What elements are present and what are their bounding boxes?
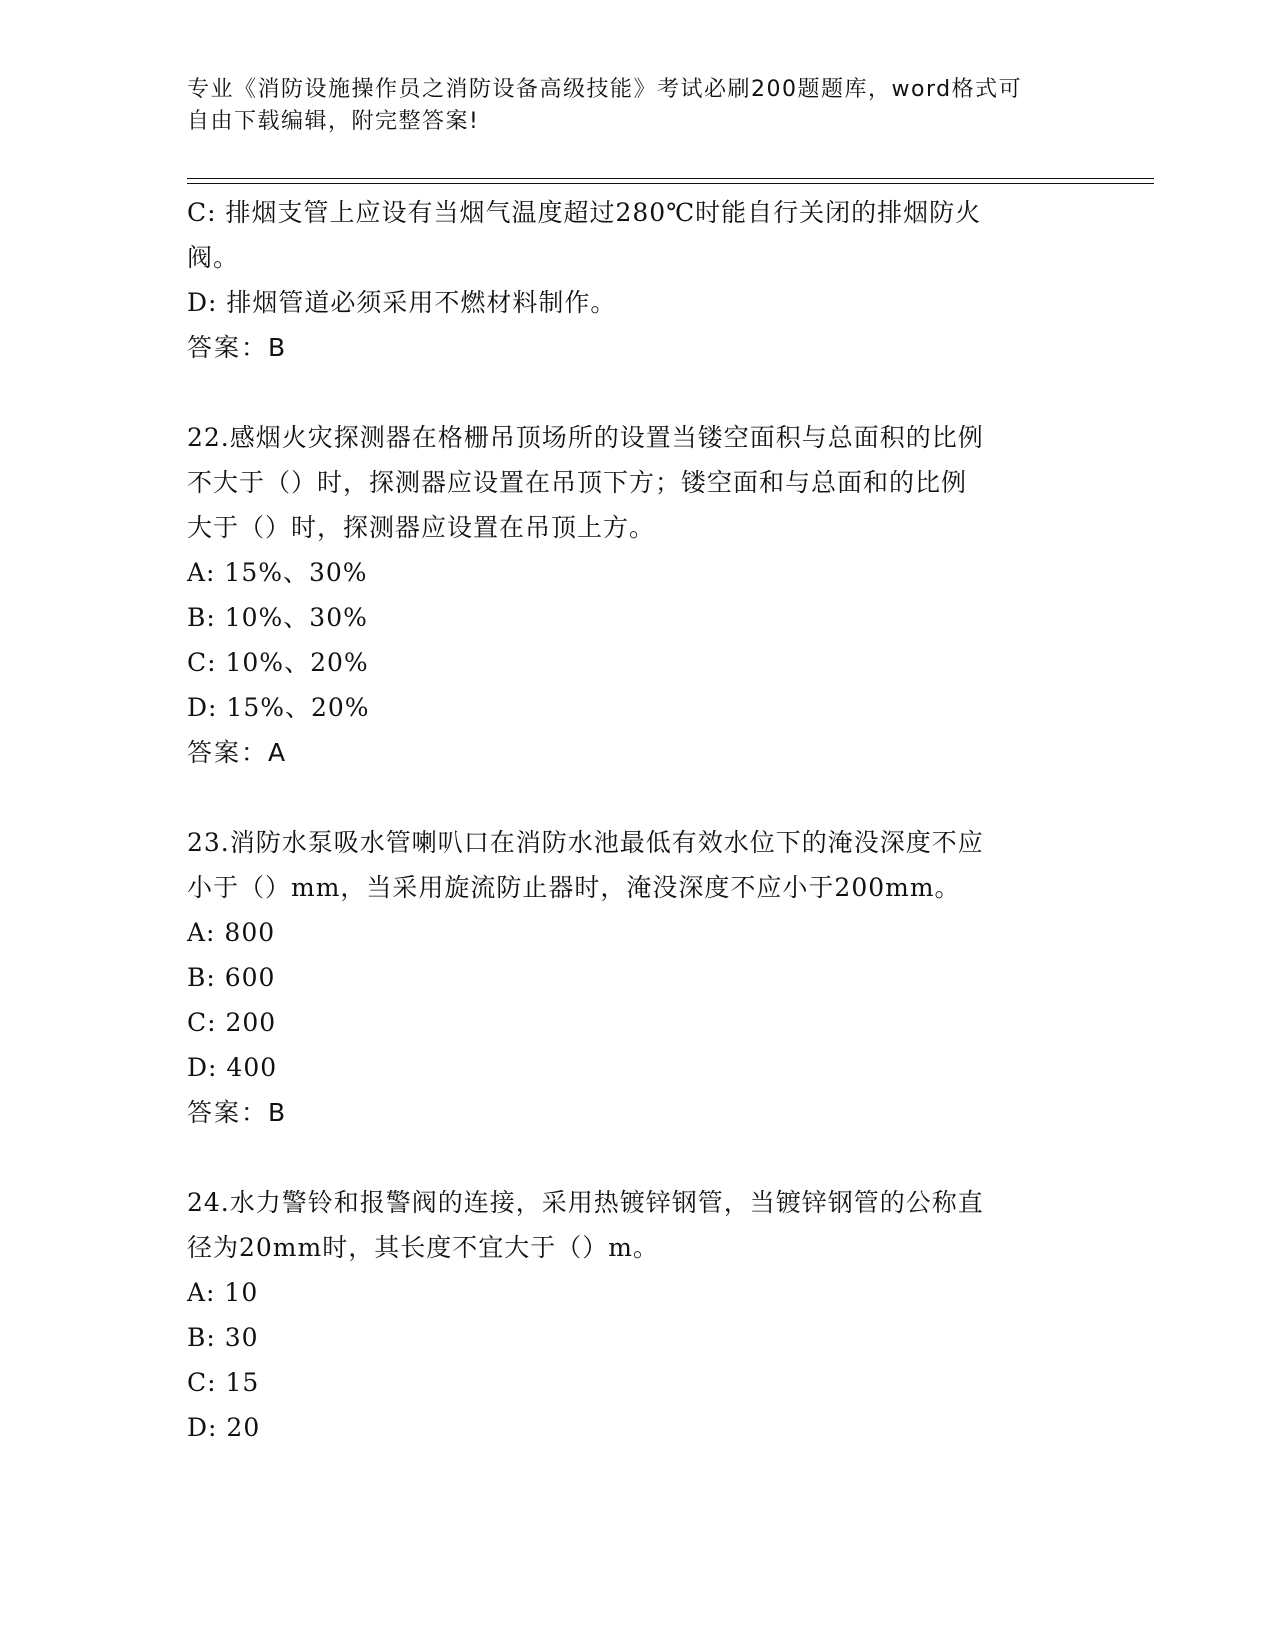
question-stem-line: 23.消防水泵吸水管喇叭口在消防水池最低有效水位下的淹没深度不应 [187, 828, 984, 857]
option-b: B: 10%、30% [187, 603, 368, 632]
question-stem-line: 小于（）mm，当采用旋流防止器时，淹没深度不应小于200mm。 [187, 873, 961, 902]
question-24 [187, 1180, 1087, 1450]
option-a: A: 10 [187, 1278, 259, 1307]
header-line-2: 自由下载编辑，附完整答案! [187, 109, 480, 134]
option-c: C: 15 [187, 1368, 260, 1397]
answer-label: 答案：B [187, 333, 288, 362]
spacer [187, 370, 1087, 415]
header-divider-bottom [187, 183, 1154, 184]
question-stem-line: 22.感烟火灾探测器在格栅吊顶场所的设置当镂空面积与总面积的比例 [187, 423, 984, 452]
question-23 [187, 820, 1087, 1135]
option-b: B: 30 [187, 1323, 259, 1352]
question-22 [187, 415, 1087, 775]
option-c-line-1: C: 排烟支管上应设有当烟气温度超过280℃时能自行关闭的排烟防火 [187, 198, 982, 227]
question-21-continuation [187, 190, 1087, 370]
answer-label: 答案：B [187, 1098, 288, 1127]
document-header [187, 74, 1087, 138]
spacer [187, 1135, 1087, 1180]
document-body [187, 190, 1087, 1450]
option-a: A: 15%、30% [187, 558, 368, 587]
answer-label: 答案：A [187, 738, 288, 767]
question-stem-line: 大于（）时，探测器应设置在吊顶上方。 [187, 513, 656, 542]
question-stem-line: 不大于（）时，探测器应设置在吊顶下方；镂空面和与总面和的比例 [187, 468, 968, 497]
question-stem-line: 径为20mm时，其长度不宜大于（）m。 [187, 1233, 659, 1262]
header-line-1: 专业《消防设施操作员之消防设备高级技能》考试必刷200题题库，word格式可 [187, 77, 1023, 102]
question-stem-line: 24.水力警铃和报警阀的连接，采用热镀锌钢管，当镀锌钢管的公称直 [187, 1188, 984, 1217]
option-c: C: 10%、20% [187, 648, 369, 677]
option-d: D: 排烟管道必须采用不燃材料制作。 [187, 288, 617, 317]
spacer [187, 775, 1087, 820]
option-a: A: 800 [187, 918, 276, 947]
option-d: D: 20 [187, 1413, 261, 1442]
header-divider-top [187, 178, 1154, 179]
option-c-line-2: 阀。 [187, 243, 240, 272]
option-c: C: 200 [187, 1008, 277, 1037]
option-d: D: 15%、20% [187, 693, 370, 722]
option-b: B: 600 [187, 963, 276, 992]
option-d: D: 400 [187, 1053, 278, 1082]
